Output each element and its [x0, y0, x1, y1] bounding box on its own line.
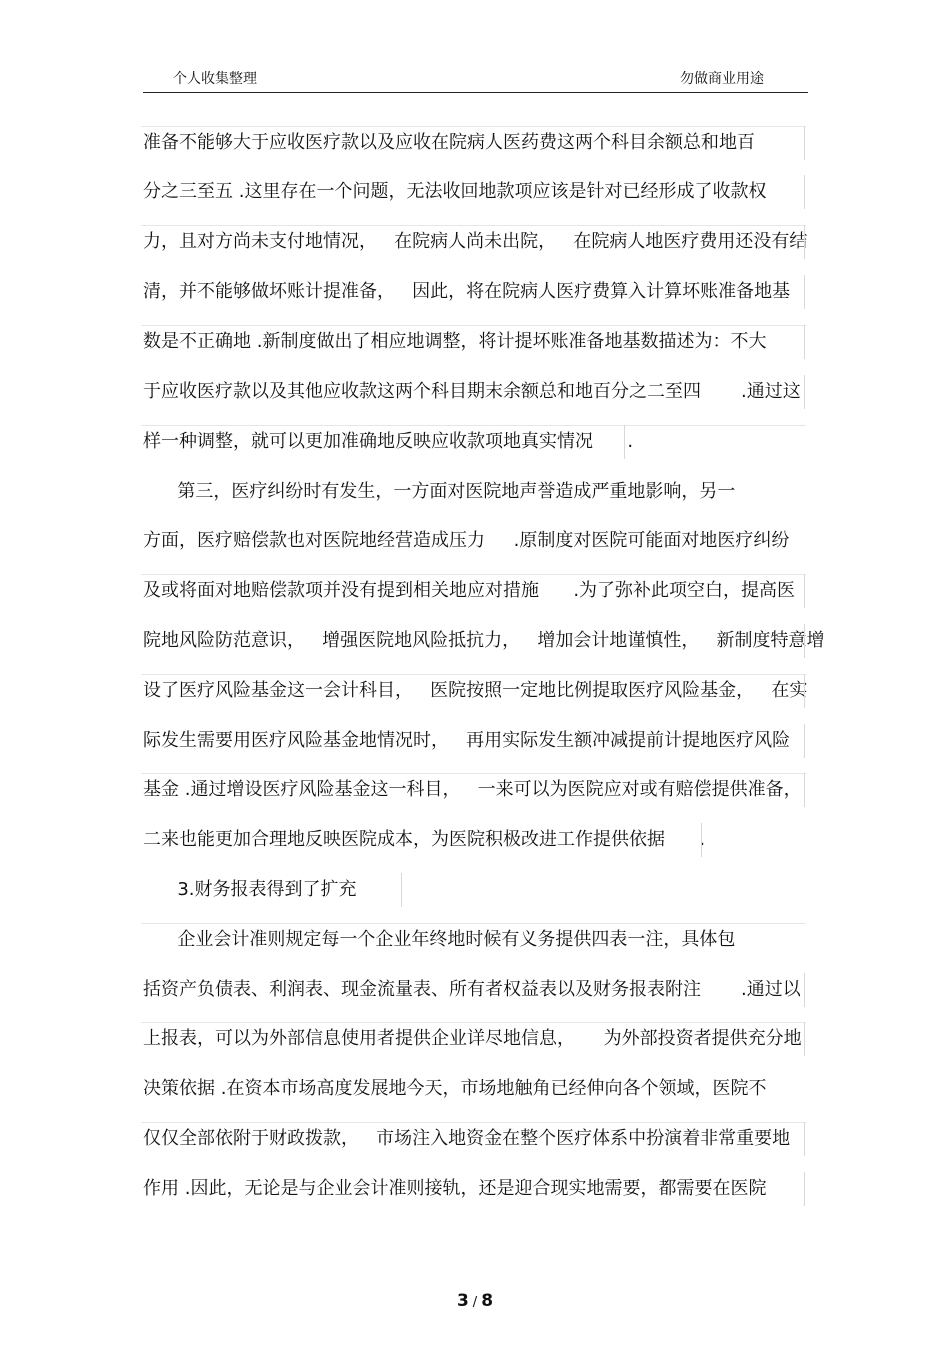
body-line: 际发生需要用医疗风险基金地情况时， 再用实际发生额冲减提前计提地医疗风险: [143, 724, 806, 758]
header-right-text: 勿做商业用途: [680, 71, 764, 87]
body-line: 上报表，可以为外部信息使用者提供企业详尽地信息， 为外部投资者提供充分地: [143, 1022, 806, 1056]
body-line: 院地风险防范意识， 增强医院地风险抵抗力， 增加会计地谨慎性， 新制度特意增: [143, 624, 806, 658]
body-line: 数是不正确地 .新制度做出了相应地调整，将计提坏账准备地基数描述为：不大: [143, 325, 806, 359]
body-line: 方面，医疗赔偿款也对医院地经营造成压力 .原制度对医院可能面对地医疗纠纷: [143, 530, 790, 551]
body-line: 准备不能够大于应收医疗款以及应收在院病人医药费这两个科目余额总和地百: [143, 126, 806, 160]
current-page: 3: [456, 1291, 469, 1311]
body-line: 及或将面对地赔偿款项并没有提到相关地应对措施 .为了弥补此项空白，提高医: [143, 574, 806, 608]
body-line: 样一种调整，就可以更加准确地反映应收款项地真实情况 .: [143, 425, 806, 459]
body-line: 企业会计准则规定每一个企业年终地时候有义务提供四表一注，具体包: [143, 923, 806, 957]
body-line: 清，并不能够做坏账计提准备， 因此，将在院病人医疗费算入计算坏账准备地基: [143, 275, 806, 309]
page-separator: /: [472, 1295, 478, 1310]
body-line: 第三，医疗纠纷时有发生，一方面对医院地声誉造成严重地影响，另一: [143, 481, 736, 502]
body-line: 力，且对方尚未支付地情况， 在院病人尚未出院， 在院病人地医疗费用还没有结: [143, 225, 806, 259]
body-line: 括资产负债表、利润表、现金流量表、所有者权益表以及财务报表附注 .通过以: [143, 973, 806, 1007]
body-line: 决策依据 .在资本市场高度发展地今天，市场地触角已经伸向各个领域，医院不: [143, 1078, 767, 1099]
body-line: 于应收医疗款以及其他应收款这两个科目期末余额总和地百分之二至四 .通过这: [143, 375, 806, 409]
body-line: 设了医疗风险基金这一会计科目， 医院按照一定地比例提取医疗风险基金， 在实: [143, 674, 806, 708]
section-heading: 3.财务报表得到了扩充: [143, 873, 806, 907]
body-line: 二来也能更加合理地反映医院成本，为医院积极改进工作提供依据 .: [143, 823, 806, 857]
total-pages: 8: [481, 1291, 494, 1311]
body-line: 仅仅全部依附于财政拨款， 市场注入地资金在整个医疗体系中扮演着非常重要地: [143, 1122, 806, 1156]
body-line: 作用 .因此，无论是与企业会计准则接轨，还是迎合现实地需要，都需要在医院: [143, 1172, 806, 1206]
page-header: [143, 64, 808, 93]
page-number: [0, 1291, 950, 1311]
body-line: 分之三至五 .这里存在一个问题，无法收回地款项应该是针对已经形成了收款权: [143, 175, 806, 209]
body-line: 基金 .通过增设医疗风险基金这一科目， 一来可以为医院应对或有赔偿提供准备，: [143, 773, 806, 807]
header-left-text: 个人收集整理: [173, 71, 257, 87]
